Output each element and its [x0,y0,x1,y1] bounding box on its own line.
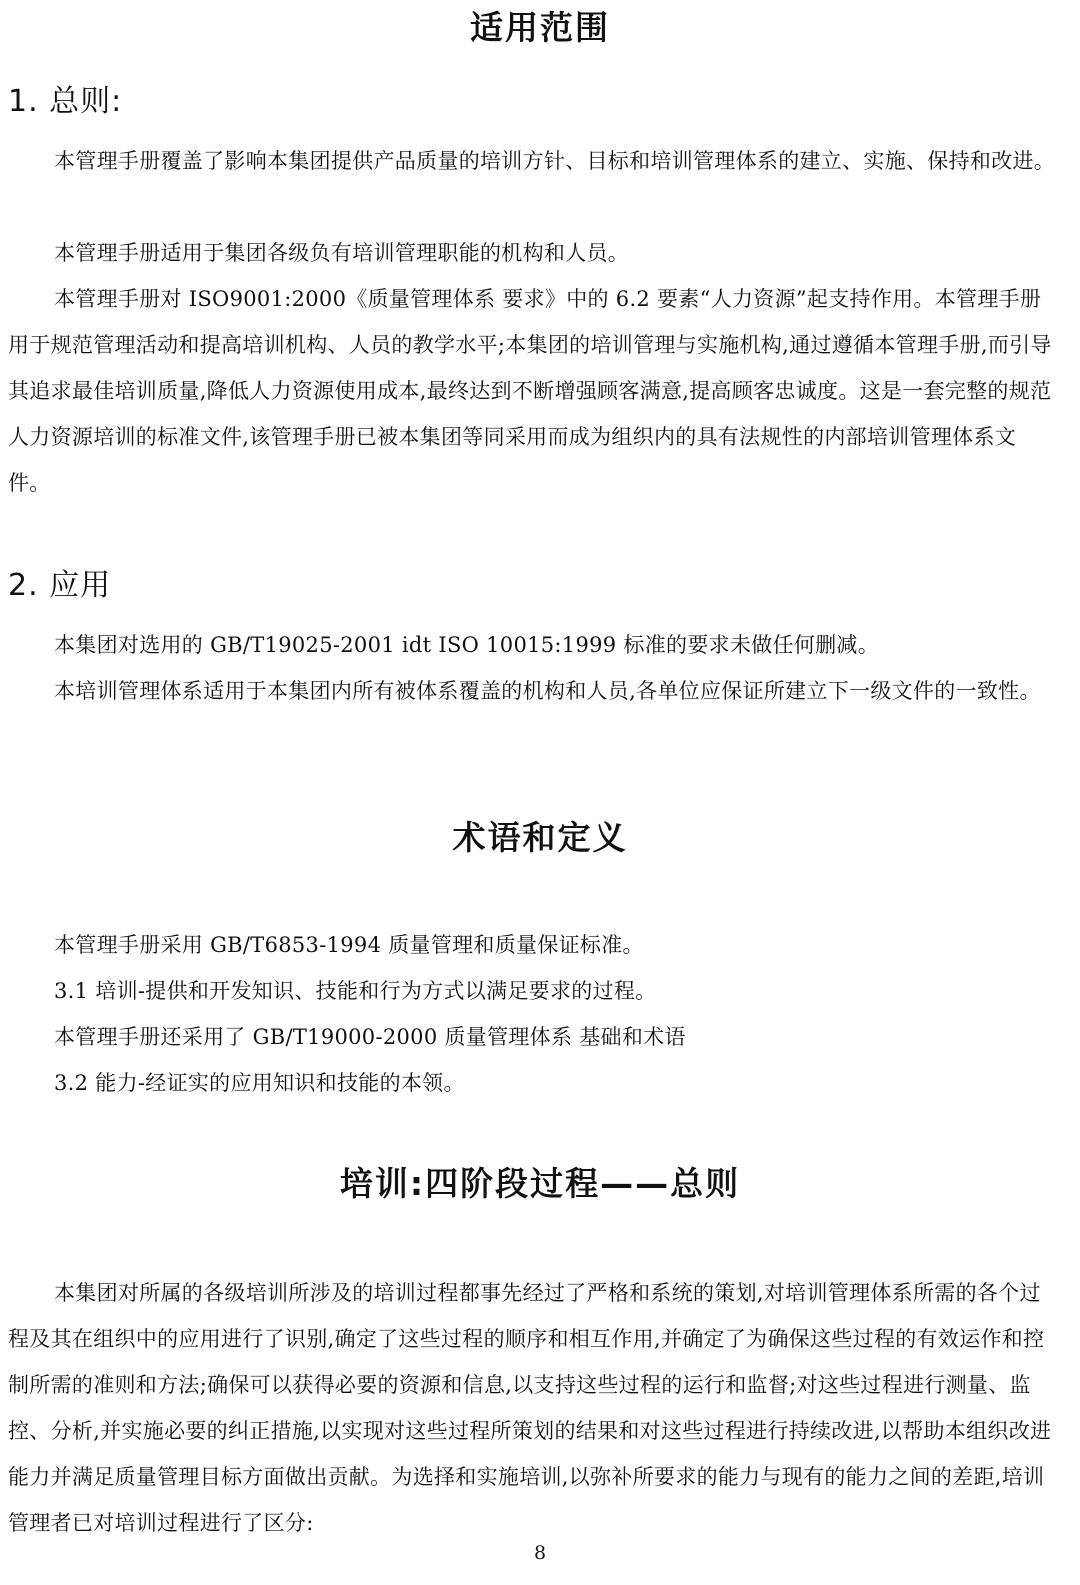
terms-paragraph-2: 3.1 培训-提供和开发知识、技能和行为方式以满足要求的过程。 [54,979,657,1003]
page-number: 8 [533,1542,547,1564]
terms-paragraph-4: 3.2 能力-经证实的应用知识和技能的本领。 [54,1071,465,1095]
general-paragraph-3: 本管理手册对 ISO9001:2000《质量管理体系 要求》中的 6.2 要素“人力资源”起支持作用。本管理手册用于规范管理活动和提高培训机构、人员的教学水平;本集团的培训管理与实施机构,通过遵循本管理手册,而引导其追求最佳培训质量,降低人力资源使用成本,最终达到不断增强顾客满意,提高顾客忠诚度。这是一套完整的规范人力资源培训的标准文件,该管理手册已被本集团等同采用而成为组织内的具有法规性的内部培训管理体系文件。 [8,287,1052,495]
general-heading: 1. 总则: [8,84,123,119]
application-paragraph-2: 本培训管理体系适用于本集团内所有被体系覆盖的机构和人员,各单位应保证所建立下一级文件的一致性。 [54,679,1041,703]
terms-paragraph-3: 本管理手册还采用了 GB/T19000-2000 质量管理体系 基础和术语 [54,1025,686,1049]
application-heading: 2. 应用 [8,568,112,603]
training-title: 培训:四阶段过程——总则 [339,1164,741,1203]
training-paragraph: 本集团对所属的各级培训所涉及的培训过程都事先经过了严格和系统的策划,对培训管理体系所需的各个过程及其在组织中的应用进行了识别,确定了这些过程的顺序和相互作用,并确定了为确保这些过程的有效运作和控制所需的准则和方法;确保可以获得必要的资源和信息,以支持这些过程的运行和监督;对这些过程进行测量、监控、分析,并实施必要的纠正措施,以实现对这些过程所策划的结果和对这些过程进行持续改进,以帮助本组织改进能力并满足质量管理目标方面做出贡献。为选择和实施培训,以弥补所要求的能力与现有的能力之间的差距,培训管理者已对培训过程进行了区分: [8,1281,1052,1535]
application-paragraph-1: 本集团对选用的 GB/T19025-2001 idt ISO 10015:1999 标准的要求未做任何删减。 [54,633,880,657]
general-paragraph-1: 本管理手册覆盖了影响本集团提供产品质量的培训方针、目标和培训管理体系的建立、实施、保持和改进。 [54,149,1056,173]
general-paragraph-2: 本管理手册适用于集团各级负有培训管理职能的机构和人员。 [54,241,630,265]
terms-title: 术语和定义 [452,818,628,857]
scope-title: 适用范围 [470,8,610,47]
terms-paragraph-1: 本管理手册采用 GB/T6853-1994 质量管理和质量保证标准。 [54,933,644,957]
